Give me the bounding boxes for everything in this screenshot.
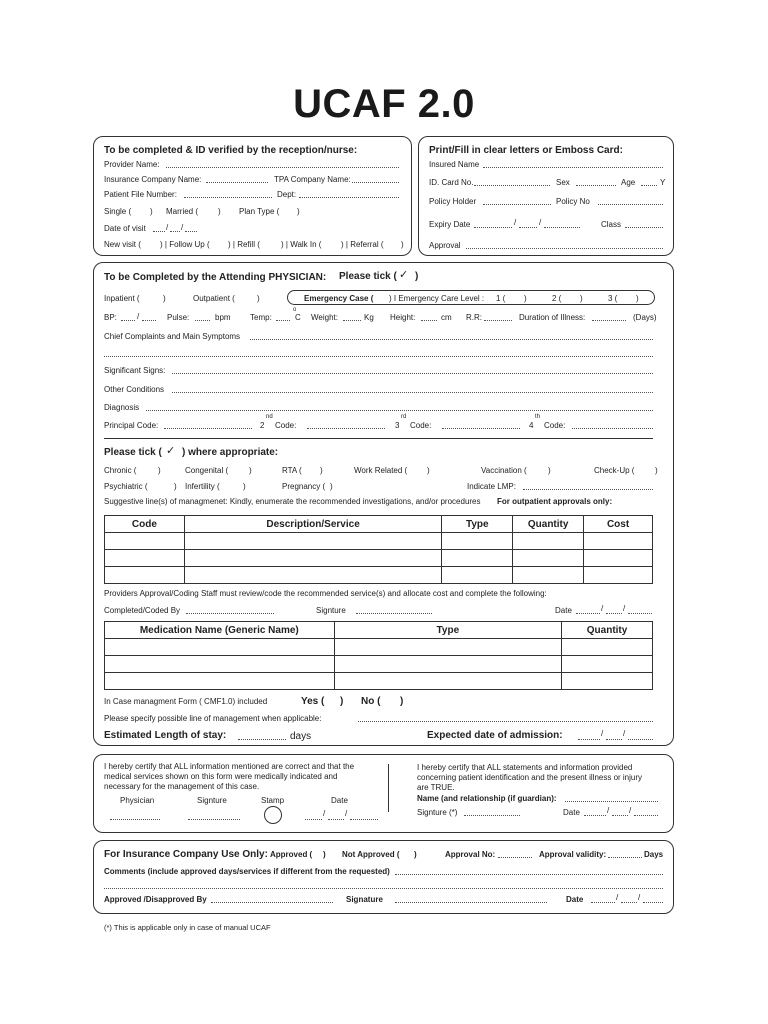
coding-review-text: Providers Approval/Coding Staff must review/code the recommended service(s) and allocate cost and complete the following: [104,589,547,598]
new-visit-checkbox[interactable]: New visit ( [104,240,141,249]
checkmark-icon: ✓ [166,445,176,457]
patient-date-label: Date [563,808,580,817]
specify-label: Please specify possible line of management when applicable: [104,714,322,723]
work-related-checkbox[interactable]: Work Related ( [354,466,408,475]
temp-field[interactable] [276,314,290,321]
date-sep: / [601,729,604,738]
height-field[interactable] [421,314,437,321]
insured-name-field[interactable] [483,161,663,168]
comments-field[interactable] [395,868,663,875]
days-unit: (Days) [633,313,657,322]
level2-checkbox[interactable]: 2 ( [552,294,562,303]
insurance-heading: For Insurance Company Use Only: [104,849,268,860]
admission-month-field[interactable] [606,733,622,740]
fourth-code-suffix: th [535,414,541,420]
date-sep: / [629,806,632,815]
table-row[interactable] [105,567,653,584]
please-tick-label: Please tick ( [339,271,397,282]
work-related-close: ) [427,466,430,475]
completed-by-field[interactable] [186,607,274,614]
expiry-year-field[interactable] [544,221,580,228]
dept-label: Dept: [277,190,297,199]
insurance-company-label: Insurance Company Name: [104,175,202,184]
infertility-close: ) [243,482,246,491]
date-sep: / [166,223,169,232]
significant-signs-label: Significant Signs: [104,366,166,375]
congenital-checkbox[interactable]: Congenital ( [185,466,229,475]
level3-checkbox[interactable]: 3 ( [608,294,618,303]
class-label: Class [601,220,622,229]
column-header: Type [334,622,562,639]
rr-field[interactable] [484,314,512,321]
divider [104,438,653,439]
patient-year-field[interactable] [634,809,658,816]
plan-type-close: ) [297,207,300,216]
date-sep: / [514,218,517,227]
comments-line2[interactable] [104,882,663,889]
vaccination-close: ) [548,466,551,475]
checkup-close: ) [655,466,658,475]
second-code-label: Code: [275,421,297,430]
table-row[interactable] [105,656,653,673]
column-header: Quantity [562,622,653,639]
admission-day-field[interactable] [578,733,600,740]
suggestive-label: Suggestive line(s) of managmenet: Kindly, enumerate the recommended investigations, and/or procedures [104,497,481,506]
id-card-field[interactable] [474,179,550,186]
specify-field[interactable] [358,715,653,722]
chronic-close: ) [158,466,161,475]
third-code-num: 3 [395,421,400,430]
date-sep: / [323,809,326,818]
stamp-circle[interactable] [264,806,282,824]
third-code-label: Code: [410,421,432,430]
other-conditions-field[interactable] [172,386,653,393]
insurance-signature-label: Signature [346,895,383,904]
infertility-checkbox[interactable]: Infertility ( [185,482,220,491]
inpatient-close: ) [163,294,166,303]
sex-label: Sex [556,178,570,187]
table-row[interactable] [105,673,653,690]
expiry-month-field[interactable] [519,221,537,228]
degree-symbol: o [293,307,297,313]
approved-by-label: Approved /Disapproved By [104,895,207,904]
approval-label: Approval [429,241,461,250]
outpatient-close: ) [257,294,260,303]
level1-checkbox[interactable]: 1 ( [496,294,506,303]
footnote: (*) This is applicable only in case of manual UCAF [104,923,271,932]
single-close: ) [150,207,153,216]
level1-close: ) [524,294,527,303]
outpatient-only-label: For outpatient approvals only: [497,497,613,506]
patient-file-label: Patient File Number: [104,190,177,199]
patient-certify-line3: are TRUE. [417,783,455,792]
physician-name-field[interactable] [110,813,160,820]
bpm-unit: bpm [215,313,231,322]
congenital-close: ) [249,466,252,475]
policy-no-field[interactable] [598,198,663,205]
fourth-code-field[interactable] [572,422,653,429]
los-days-unit: days [290,731,312,742]
physician-day-field[interactable] [305,813,322,820]
approved-by-field[interactable] [211,896,333,903]
admission-year-field[interactable] [628,733,653,740]
patient-certify-line2: concerning patient identification and the present illness or injury [417,773,643,782]
provider-name-field[interactable] [166,161,399,168]
indicate-lmp-label: Indicate LMP: [467,482,516,491]
approval-no-field[interactable] [498,851,532,858]
principal-code-field[interactable] [164,422,252,429]
lmp-field[interactable] [523,483,653,490]
referral-checkbox[interactable]: ) | Referral ( [341,240,384,249]
chronic-checkbox[interactable]: Chronic ( [104,466,137,475]
psychiatric-checkbox[interactable]: Psychiatric ( [104,482,148,491]
referral-close: ) [401,240,404,249]
pulse-label: Pulse: [167,313,190,322]
height-label: Height: [390,313,416,322]
approval-validity-label: Approval validity: [539,850,607,859]
coding-date-label: Date [555,606,572,615]
kg-unit: Kg [364,313,374,322]
age-label: Age [621,178,636,187]
date-sep: / [623,604,626,613]
patient-file-field[interactable] [184,191,272,198]
provider-name-label: Provider Name: [104,160,160,169]
rta-checkbox[interactable]: RTA ( [282,466,302,475]
coding-month-field[interactable] [606,607,622,614]
coding-signature-field[interactable] [356,607,432,614]
follow-up-checkbox[interactable]: ) | Follow Up ( [160,240,210,249]
medication-table [104,621,653,690]
insurance-signature-field[interactable] [395,896,547,903]
guardian-label: Name (and relationship (if guardian): [417,794,557,803]
column-header: Cost [584,516,653,533]
date-sep: / [539,218,542,227]
validity-days-unit: Days [644,850,664,859]
id-card-label: ID. Card No. [429,178,474,187]
not-approved-close: ) [414,850,417,859]
checkmark-icon: ✓ [399,269,409,281]
pulse-field[interactable] [195,314,210,321]
level3-close: ) [636,294,639,303]
emergency-level-label: ) I Emergency Care Level : [389,294,485,303]
date-sep: / [345,809,348,818]
date-sep: / [181,223,184,232]
expiry-day-field[interactable] [474,221,512,228]
pregnancy-close: ) [330,482,333,491]
second-code-field[interactable] [307,422,385,429]
date-sep: / [601,604,604,613]
form-title: UCAF 2.0 [293,82,475,126]
patient-certify-line1: I hereby certify that ALL statements and information provided [417,763,633,772]
not-approved-checkbox[interactable]: Not Approved ( [342,850,400,859]
date-sep: / [607,806,610,815]
insurance-day-field[interactable] [591,896,615,903]
diagnosis-label: Diagnosis [104,403,140,412]
coding-year-field[interactable] [628,607,652,614]
chief-complaints-field[interactable] [250,333,653,340]
weight-label: Weight: [311,313,338,322]
table-header-row [105,622,653,639]
cmf-yes-checkbox[interactable]: Yes ( [301,696,325,707]
physician-certify-line2: medical services shown on this form were medically indicated and [104,772,338,781]
duration-field[interactable] [592,314,626,321]
duration-label: Duration of Illness: [519,313,586,322]
vaccination-checkbox[interactable]: Vaccination ( [481,466,527,475]
bp-sep: / [137,312,140,321]
inpatient-checkbox[interactable]: Inpatient ( [104,294,140,303]
patient-month-field[interactable] [612,809,628,816]
visit-day-field[interactable] [153,225,165,232]
psychiatric-close: ) [174,482,177,491]
tick-section-heading: Please tick ( [104,447,162,458]
chief-complaints-line2[interactable] [104,350,653,357]
date-sep: / [623,729,626,738]
table-header-row [105,516,653,533]
bp-systolic-field[interactable] [121,314,135,321]
table-row[interactable] [105,533,653,550]
emergency-case-checkbox[interactable]: Emergency Case ( [304,294,374,303]
physician-certify-line3: necessary for the management of this case. [104,782,260,791]
column-header: Medication Name (Generic Name) [105,622,335,639]
physician-certify-line1: I hereby certify that ALL information mentioned are correct and that the [104,762,355,771]
age-unit: Y [660,178,666,187]
visit-month-field[interactable] [170,225,180,232]
length-of-stay-field[interactable] [238,733,286,740]
patient-signature-label: Signture (*) [417,808,458,817]
sex-field[interactable] [576,179,616,186]
fourth-code-num: 4 [529,421,534,430]
physician-heading: To be Completed by the Attending PHYSICIAN: [104,272,327,283]
length-of-stay-label: Estimated Length of stay: [104,730,227,741]
plan-type-checkbox[interactable]: Plan Type ( [239,207,280,216]
column-header: Code [105,516,185,533]
reception-heading: To be completed & ID verified by the reception/nurse: [104,145,358,156]
chief-complaints-label: Chief Complaints and Main Symptoms [104,332,241,341]
married-checkbox[interactable]: Married ( [166,207,199,216]
other-conditions-label: Other Conditions [104,385,165,394]
age-field[interactable] [641,179,657,186]
coding-day-field[interactable] [576,607,600,614]
approval-validity-field[interactable] [608,851,642,858]
third-code-field[interactable] [442,422,520,429]
table-row[interactable] [105,550,653,567]
weight-field[interactable] [343,314,361,321]
policy-holder-field[interactable] [483,198,551,205]
table-row[interactable] [105,639,653,656]
guardian-field[interactable] [565,795,658,802]
approval-no-label: Approval No: [445,850,496,859]
class-field[interactable] [625,221,663,228]
physician-year-field[interactable] [350,813,378,820]
insurance-company-field[interactable] [206,176,268,183]
married-close: ) [218,207,221,216]
coding-signature-label: Signture [316,606,346,615]
services-table [104,515,653,584]
insurance-date-label: Date [566,895,584,904]
physician-date-label: Date [331,796,348,805]
significant-signs-field[interactable] [172,367,653,374]
patient-signature-field[interactable] [464,809,520,816]
cmf-no-checkbox[interactable]: No ( [361,696,381,707]
diagnosis-field[interactable] [146,404,653,411]
second-code-suffix: nd [266,414,273,420]
physician-signature-field[interactable] [188,813,240,820]
bp-label: BP: [104,313,117,322]
pregnancy-checkbox[interactable]: Pregnancy ( [282,482,326,491]
dept-field[interactable] [299,191,399,198]
refill-checkbox[interactable]: ) | Refill ( [228,240,260,249]
stamp-label: Stamp [261,796,285,805]
principal-code-label: Principal Code: [104,421,159,430]
cmf-label: In Case managment Form ( CMF1.0) included [104,697,268,706]
approval-field[interactable] [466,242,663,249]
physician-month-field[interactable] [328,813,344,820]
tpa-company-field[interactable] [352,176,399,183]
certification-divider [388,764,389,812]
insurance-year-field[interactable] [643,896,663,903]
column-header: Quantity [513,516,584,533]
expiry-date-label: Expiry Date [429,220,471,229]
approved-checkbox[interactable]: Approved ( [270,850,313,859]
date-sep: / [616,893,619,902]
physician-label: Physician [120,796,155,805]
policy-holder-label: Policy Holder [429,197,477,206]
third-code-suffix: rd [401,414,407,420]
patient-day-field[interactable] [584,809,606,816]
insurance-month-field[interactable] [621,896,637,903]
visit-year-field[interactable] [185,225,197,232]
comments-label: Comments (include approved days/services if different from the requested) [104,867,390,876]
column-header: Type [442,516,513,533]
tpa-company-label: TPA Company Name: [274,175,351,184]
card-heading: Print/Fill in clear letters or Emboss Card: [429,145,623,156]
outpatient-checkbox[interactable]: Outpatient ( [193,294,235,303]
single-checkbox[interactable]: Single ( [104,207,132,216]
cmf-no-close: ) [400,696,404,707]
rr-label: R.R: [466,313,482,322]
date-of-visit-label: Date of visit [104,224,146,233]
policy-no-label: Policy No [556,197,590,206]
rta-close: ) [320,466,323,475]
column-header: Description/Service [184,516,442,533]
temp-label: Temp: [250,313,272,322]
approved-close: ) [323,850,326,859]
please-tick-close: ) [415,271,419,282]
completed-by-label: Completed/Coded By [104,606,181,615]
celsius-unit: C [295,313,301,322]
cm-unit: cm [441,313,452,322]
level2-close: ) [580,294,583,303]
cmf-yes-close: ) [340,696,344,707]
insured-name-label: Insured Name [429,160,480,169]
fourth-code-label: Code: [544,421,566,430]
physician-signature-label: Signture [197,796,227,805]
tick-section-heading-end: ) where appropriate: [182,447,279,458]
walk-in-checkbox[interactable]: ) | Walk In ( [281,240,322,249]
second-code-num: 2 [260,421,265,430]
expected-admission-label: Expected date of admission: [427,730,563,741]
checkup-checkbox[interactable]: Check-Up ( [594,466,635,475]
date-sep: / [638,893,641,902]
bp-diastolic-field[interactable] [142,314,156,321]
